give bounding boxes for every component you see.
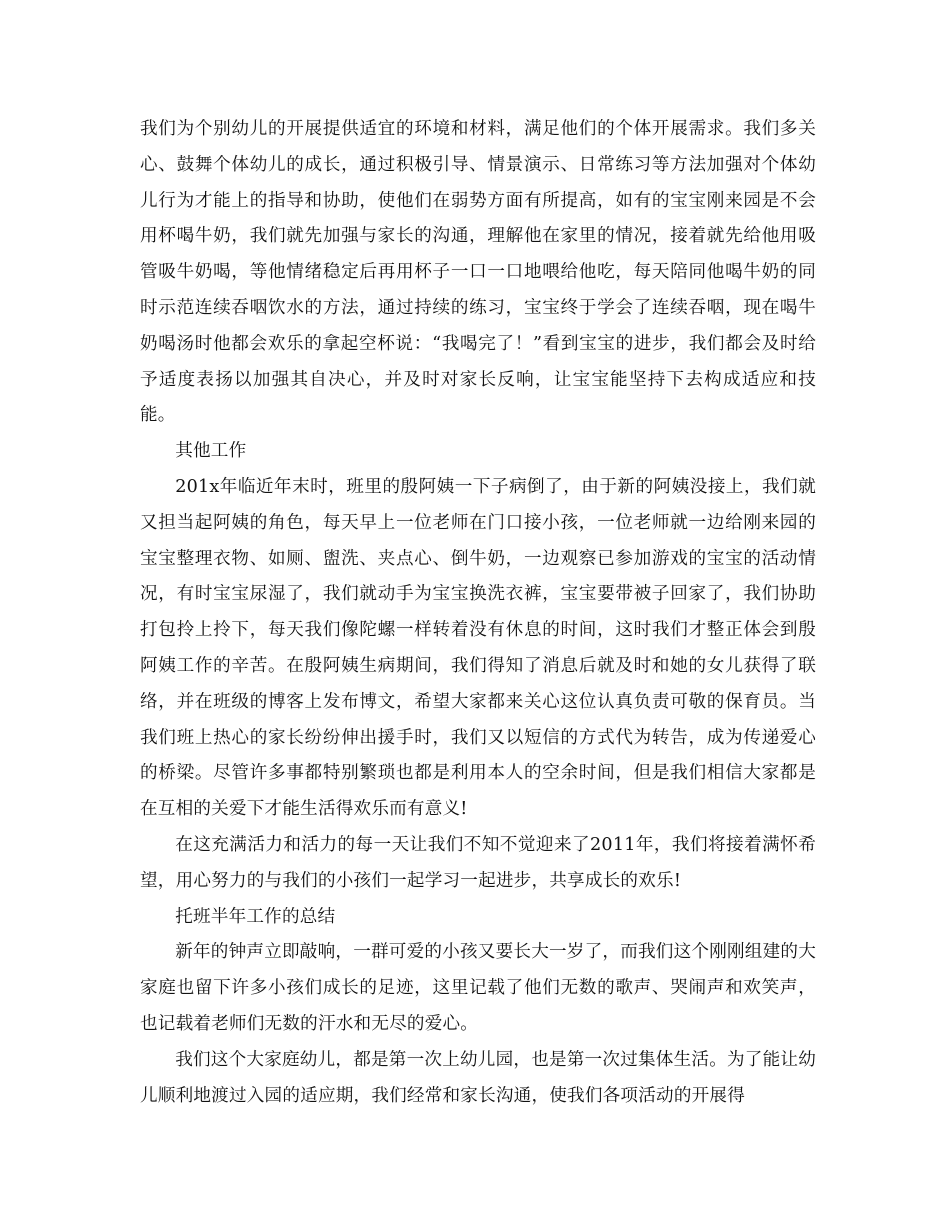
section-heading-half-year-summary: 托班半年工作的总结 xyxy=(175,906,336,927)
document-body xyxy=(140,112,816,1114)
paragraph-new-year-2011: 在这充满活力和活力的每一天让我们不知不觉迎来了2011年，我们将接着满怀希望，用心努力的与我们的小孩们一起学习一起进步，共享成长的欢乐! xyxy=(140,834,816,891)
section-heading-other-work: 其他工作 xyxy=(175,441,247,462)
paragraph-new-year-bell: 新年的钟声立即敲响，一群可爱的小孩又要长大一岁了，而我们这个刚刚组建的大家庭也留下许多小孩们成长的足迹，这里记载了他们无数的歌声、哭闹声和欢笑声，也记载着老师们无数的汗水和无尽的爱心。 xyxy=(140,942,816,1034)
paragraph-individual-care: 我们为个别幼儿的开展提供适宜的环境和材料，满足他们的个体开展需求。我们多关心、鼓舞个体幼儿的成长，通过积极引导、情景演示、日常练习等方法加强对个体幼儿行为才能上的指导和协助，使他们在弱势方面有所提高，如有的宝宝刚来园是不会用杯喝牛奶，我们就先加强与家长的沟通，理解他在家里的情况，接着就先给他用吸管吸牛奶喝，等他情绪稳定后再用杯子一口一口地喂给他吃，每天陪同他喝牛奶的同时示范连续吞咽饮水的方法，通过持续的练习，宝宝终于学会了连续吞咽，现在喝牛奶喝汤时他都会欢乐的拿起空杯说：“我喝完了！”看到宝宝的进步，我们都会及时给予适度表扬以加强其自决心，并及时对家长反响，让宝宝能坚持下去构成适应和技能。 xyxy=(140,119,816,426)
paragraph-aunt-illness: 201x年临近年末时，班里的殷阿姨一下子病倒了，由于新的阿姨没接上，我们就又担当起阿姨的角色，每天早上一位老师在门口接小孩，一位老师就一边给刚来园的宝宝整理衣物、如厕、盥洗、夹点心、倒牛奶，一边观察已参加游戏的宝宝的活动情况，有时宝宝尿湿了，我们就动手为宝宝换洗衣裤，宝宝要带被子回家了，我们协助打包拎上拎下，每天我们像陀螺一样转着没有休息的时间，这时我们才整正体会到殷阿姨工作的辛苦。在殷阿姨生病期间，我们得知了消息后就及时和她的女儿获得了联络，并在班级的博客上发布博文，希望大家都来关心这位认真负责可敬的保育员。当我们班上热心的家长纷纷伸出援手时，我们又以短信的方式代为转告，成为传递爱心的桥梁。尽管许多事都特别繁琐也都是利用本人的空余时间，但是我们相信大家都是在互相的关爱下才能生活得欢乐而有意义! xyxy=(140,476,816,820)
paragraph-first-time-kindergarten: 我们这个大家庭幼儿，都是第一次上幼儿园，也是第一次过集体生活。为了能让幼儿顺利地渡过入园的适应期，我们经常和家长沟通，使我们各项活动的开展得 xyxy=(140,1049,816,1106)
